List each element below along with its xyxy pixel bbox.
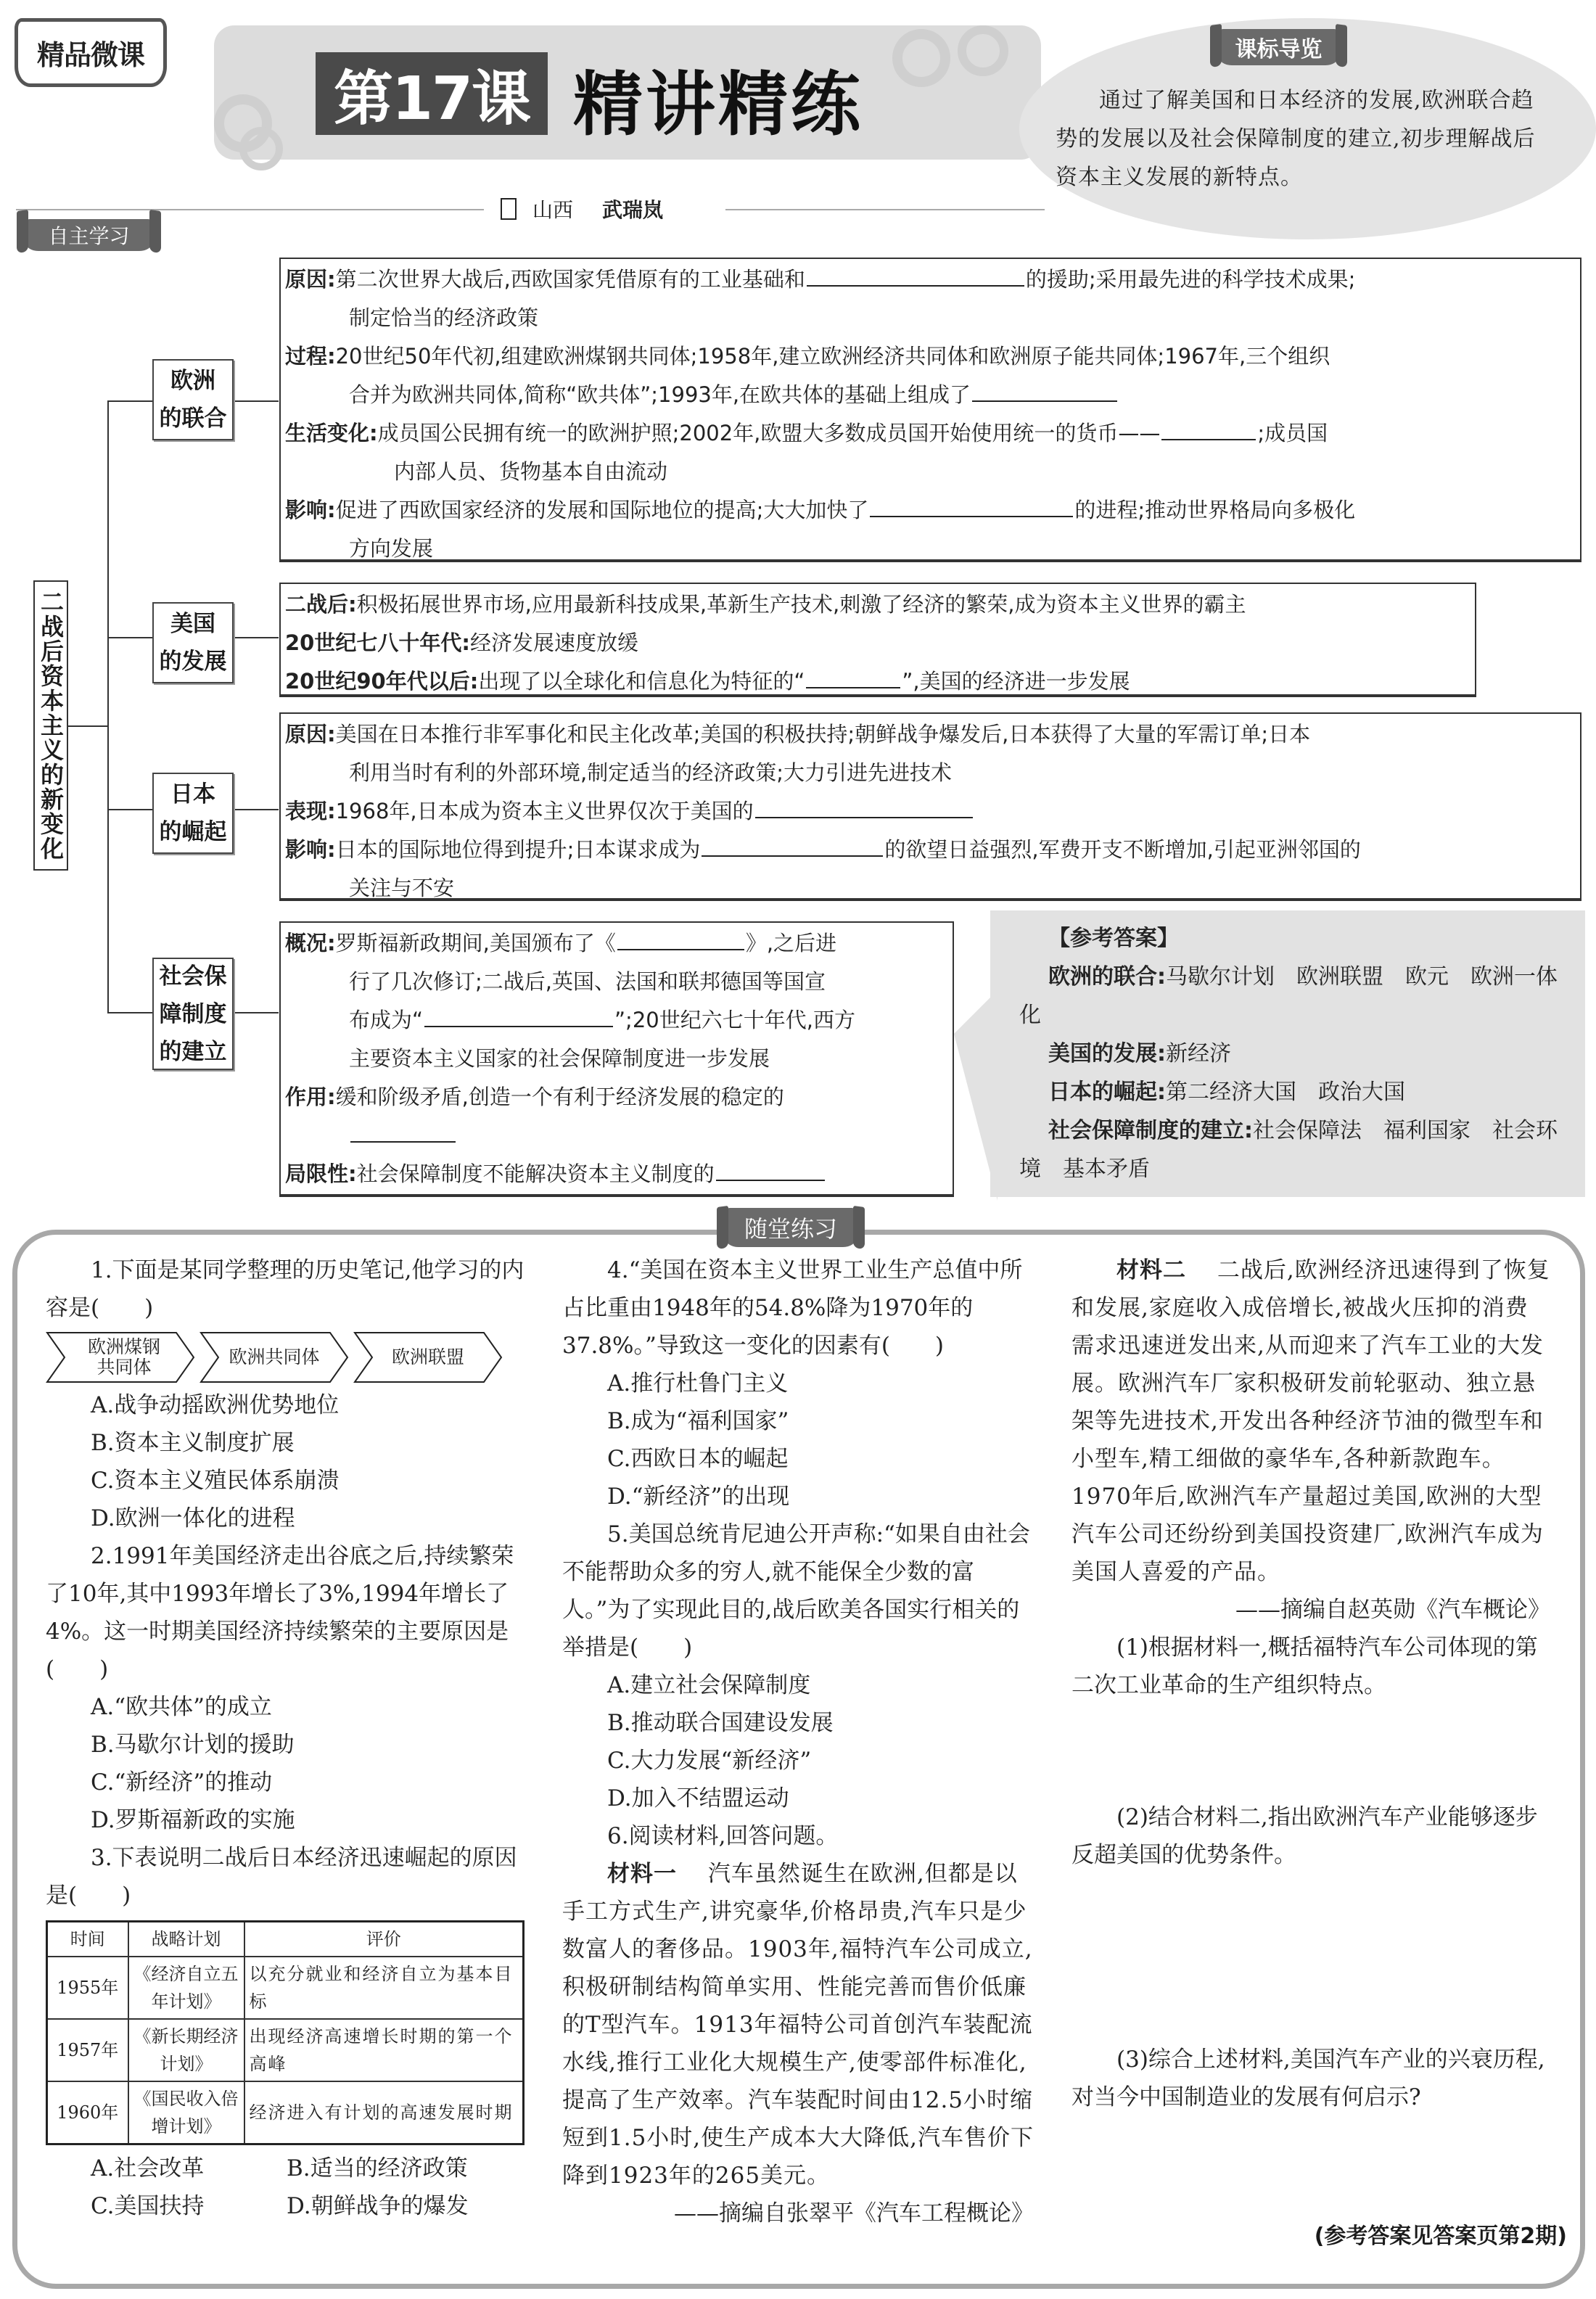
answer-reference-note: (参考答案见答案页第2期)	[1314, 2224, 1567, 2249]
q3-options	[46, 2150, 525, 2225]
row-label: 20世纪90年代以后:	[285, 669, 479, 694]
row-text: 出现了以全球化和信息化为特征的“	[478, 669, 805, 694]
divider-left	[16, 209, 484, 210]
row-text: 积极拓展世界市场,应用最新科技成果,革新生产技术,刺激了经济的繁荣,成为资本主义世界的霸主	[356, 592, 1246, 617]
connector-usa	[107, 637, 152, 638]
fill-blank[interactable]	[870, 495, 1073, 517]
q6-sub-question-1: (1)根据材料一,概括福特汽车公司体现的第二次工业革命的生产组织特点。	[1071, 1634, 1538, 1698]
answer-value: 第二经济大国 政治大国	[1166, 1079, 1405, 1105]
row-label: 二战后:	[285, 592, 357, 617]
europe-process	[285, 337, 1576, 376]
row-continuation: 行了几次修订;二战后,英国、法国和联邦德国等国宣	[349, 969, 826, 994]
fill-blank[interactable]	[972, 380, 1117, 402]
q4-option-b[interactable]: B.成为“福利国家”	[607, 1408, 789, 1434]
answer-label: 社会保障制度的建立:	[1048, 1118, 1253, 1143]
q1-stem: 1.下面是某同学整理的历史笔记,他学习的内容是( )	[46, 1257, 525, 1321]
row-continuation: 内部人员、货物基本自由流动	[394, 459, 668, 484]
row-text: 的进程;推动世界格局向多极化	[1074, 498, 1356, 522]
table-row	[47, 1957, 524, 2019]
flow-step-label: 欧洲共同体	[229, 1346, 320, 1368]
row-continuation: 关注与不安	[349, 876, 455, 900]
table-cell: 《国民收入倍增计划》	[128, 2081, 244, 2144]
material-label: 材料一	[607, 1861, 677, 1887]
row-continuation: 利用当时有利的外部环境,制定适当的经济政策;大力引进先进技术	[349, 760, 952, 785]
row-text: ”;20世纪六七十年代,西方	[614, 1008, 855, 1032]
branch-social-line1: 社会保	[159, 963, 227, 990]
answer-space[interactable]	[1071, 1704, 1550, 1798]
connector-europe	[107, 400, 152, 402]
square-icon	[501, 198, 517, 220]
answer-space[interactable]	[1071, 1874, 1550, 2041]
social-limitation	[285, 1155, 948, 1193]
q3-stem: 3.下表说明二战后日本经济迅速崛起的原因是( )	[46, 1845, 517, 1909]
row-text: 促进了西欧国家经济的发展和国际地位的提高;大大加快了	[335, 498, 869, 522]
curriculum-guide-label: 课标导览	[1235, 37, 1323, 62]
table-cell: 1955年	[47, 1957, 128, 2019]
practice-ribbon	[725, 1208, 856, 1247]
branch-japan	[152, 773, 234, 854]
social-security-content-box	[279, 921, 954, 1197]
table-row	[47, 2019, 524, 2081]
page-title: 精讲精练	[573, 64, 863, 145]
q2-option-c[interactable]: C.“新经济”的推动	[91, 1769, 273, 1796]
table-cell: 1957年	[47, 2019, 128, 2081]
cloud-ornament-right-2	[958, 25, 1008, 76]
branch-japan-line1: 日本	[170, 781, 215, 807]
q5-option-b[interactable]: B.推动联合国建设发展	[607, 1710, 834, 1736]
byline-region: 山西	[532, 198, 574, 222]
usa-1990s	[285, 662, 1470, 701]
q4-option-d[interactable]: D.“新经济”的出现	[607, 1484, 790, 1510]
row-label: 过程:	[285, 344, 336, 369]
divider-right	[725, 209, 1045, 210]
flow-step	[46, 1331, 195, 1383]
row-text: 1968年,日本成为资本主义世界仅次于美国的	[335, 799, 754, 823]
column-header: 战略计划	[128, 1922, 244, 1957]
flow-step	[200, 1331, 349, 1383]
table-cell: 《经济自立五年计划》	[128, 1957, 244, 2019]
table-cell: 《新长期经济计划》	[128, 2019, 244, 2081]
practice-label: 随堂练习	[744, 1215, 837, 1243]
q3-option-a[interactable]: A.社会改革	[91, 2155, 205, 2181]
material-text: 二战后,欧洲经济迅速得到了恢复和发展,家庭收入成倍增长,被战火压抑的消费需求迅速迸发出来,从而迎来了汽车工业的大发展。欧洲汽车厂家积极研发前轮驱动、独立悬架等先进技术,开发出各种经济节油的微型车和小型车,精工细做的豪华车,各种新款跑车。1970年后,欧洲汽车产量超过美国,欧洲的大型汽车公司还纷纷到美国投资建厂,欧洲汽车成为美国人喜爱的产品。	[1071, 1257, 1550, 1585]
byline-author: 武瑞岚	[602, 198, 664, 222]
answer-label: 美国的发展:	[1048, 1041, 1166, 1066]
branch-social-line3: 的建立	[159, 1038, 227, 1065]
cloud-ornament-left-2	[239, 127, 283, 170]
flow-step-label: 欧洲联盟	[391, 1346, 464, 1368]
lesson-number-badge: 第17课	[316, 52, 548, 135]
row-continuation: 主要资本主义国家的社会保障制度进一步发展	[349, 1046, 770, 1071]
usa-content-box	[279, 583, 1476, 697]
connector-social-box	[234, 1012, 279, 1013]
answer-item	[1019, 958, 1563, 1035]
row-continuation: 制定恰当的经济政策	[349, 305, 539, 330]
q6-material-2-source: ——摘编自赵英勋《汽车概论》	[1235, 1597, 1550, 1623]
row-label: 表现:	[285, 799, 336, 823]
row-text: 的欲望日益强烈,军费开支不断增加,引起亚洲邻国的	[884, 837, 1361, 862]
fill-blank[interactable]	[617, 929, 744, 950]
row-text: 经济发展速度放缓	[469, 630, 638, 655]
column-header: 评价	[244, 1922, 524, 1957]
europe-life-change	[285, 414, 1576, 453]
q6-sub-question-3: (3)综合上述材料,美国汽车产业的兴衰历程,对当今中国制造业的发展有何启示?	[1071, 2047, 1545, 2110]
row-label: 影响:	[285, 498, 336, 522]
practice-column-1	[46, 1251, 525, 2225]
row-label: 原因:	[285, 267, 336, 292]
japan-content-box	[279, 712, 1581, 901]
answer-value: 马歇尔计划 欧洲联盟 欧元 欧洲一体化	[1019, 964, 1558, 1028]
table-cell: 以充分就业和经济自立为基本目标	[244, 1957, 524, 2019]
row-text: 成员国公民拥有统一的欧洲护照;2002年,欧盟大多数成员国开始使用统一的货币——	[377, 421, 1161, 445]
q5-stem: 5.美国总统肯尼迪公开声称:“如果自由社会不能帮助众多的穷人,就不能保全少数的富人。”为了实现此目的,战后欧美各国实行相关的举措是( )	[562, 1521, 1030, 1661]
q4-option-c[interactable]: C.西欧日本的崛起	[607, 1446, 789, 1472]
table-cell: 经济进入有计划的高速发展时期	[244, 2081, 524, 2144]
q6-material-1	[562, 1855, 1034, 2195]
q3-option-b[interactable]: B.适当的经济政策	[287, 2155, 468, 2181]
q3-table	[46, 1920, 525, 2145]
connector-usa-box	[234, 637, 279, 638]
mindmap-root	[33, 580, 68, 871]
material-label: 材料二	[1116, 1257, 1186, 1283]
row-text: 缓和阶级矛盾,创造一个有利于经济发展的稳定的	[335, 1085, 784, 1109]
branch-usa-line1: 美国	[170, 611, 215, 637]
q6-sub-question-2: (2)结合材料二,指出欧洲汽车产业能够逐步反超美国的优势条件。	[1071, 1804, 1538, 1868]
callout-pointer	[954, 990, 998, 1201]
row-text: 》,之后进	[745, 931, 837, 955]
q5-option-d[interactable]: D.加入不结盟运动	[607, 1785, 789, 1811]
q6-material-2	[1071, 1251, 1550, 1591]
row-text: 20世纪50年代初,组建欧洲煤钢共同体;1958年,建立欧洲经济共同体和欧洲原子能共同体;1967年,三个组织	[335, 344, 1330, 369]
q3-option-c[interactable]: C.美国扶持	[91, 2193, 205, 2219]
material-text: 汽车虽然诞生在欧洲,但都是以手工方式生产,讲究豪华,价格昂贵,汽车只是少数富人的奢侈品。1903年,福特汽车公司成立,积极研制结构简单实用、性能完善而售价低廉的T型汽车。1913年福特公司首创汽车装配流水线,推行工业化大规模生产,使零部件标准化,提高了生产效率。汽车装配时间由12.5小时缩短到1.5小时,使生产成本大大降低,汽车售价下降到1923年的265美元。	[562, 1861, 1034, 2189]
byline	[501, 194, 663, 223]
row-label: 生活变化:	[285, 421, 378, 445]
fill-blank[interactable]	[716, 1159, 825, 1181]
row-label: 原因:	[285, 722, 336, 747]
branch-europe-line1: 欧洲	[170, 368, 215, 394]
fill-blank[interactable]	[702, 835, 883, 857]
q2-option-b[interactable]: B.马歇尔计划的援助	[91, 1732, 295, 1758]
curriculum-guide-ribbon	[1219, 29, 1338, 65]
connector-japan-box	[234, 809, 279, 810]
row-text: 罗斯福新政期间,美国颁布了《	[335, 931, 616, 955]
europe-content-box	[279, 258, 1581, 562]
q5-option-c[interactable]: C.大力发展“新经济”	[607, 1748, 812, 1774]
row-label: 20世纪七八十年代:	[285, 630, 470, 655]
q1-option-c[interactable]: C.资本主义殖民体系崩溃	[91, 1468, 340, 1494]
row-text: ”,美国的经济进一步发展	[902, 669, 1130, 694]
table-row	[47, 2081, 524, 2144]
branch-social-security	[152, 958, 234, 1070]
branch-social-line2: 障制度	[159, 1000, 227, 1027]
row-text: 社会保障制度不能解决资本主义制度的	[356, 1161, 715, 1186]
q1-option-d[interactable]: D.欧洲一体化的进程	[91, 1505, 295, 1531]
q6-material-1-source: ——摘编自张翠平《汽车工程概论》	[674, 2200, 1034, 2226]
answer-item	[1019, 1073, 1563, 1111]
answer-label: 欧洲的联合:	[1048, 964, 1166, 990]
social-role-cont	[285, 1116, 948, 1155]
europe-process-cont	[285, 376, 1576, 414]
fill-blank[interactable]	[806, 667, 900, 688]
self-study-label: 自主学习	[48, 224, 130, 248]
practice-column-2	[562, 1251, 1034, 2232]
answer-item	[1019, 1035, 1563, 1073]
fill-blank[interactable]	[350, 1121, 456, 1143]
social-role	[285, 1078, 948, 1116]
curriculum-guide-text: 通过了解美国和日本经济的发展,欧洲联合趋势的发展以及社会保障制度的建立,初步理解战后资本主义发展的新特点。	[1056, 88, 1536, 190]
row-label: 作用:	[285, 1085, 336, 1109]
japan-impact	[285, 831, 1576, 869]
reference-answers-panel	[990, 910, 1585, 1197]
branch-europe	[152, 359, 234, 440]
row-text: ;成员国	[1257, 421, 1328, 445]
trunk-line	[107, 400, 109, 1013]
fill-blank[interactable]	[1161, 419, 1256, 440]
branch-usa	[152, 602, 234, 683]
q2-option-a[interactable]: A.“欧共体”的成立	[91, 1694, 272, 1720]
q4-stem: 4.“美国在资本主义世界工业生产总值中所占比重由1948年的54.8%降为1970年的37.8%。”导致这一变化的因素有( )	[562, 1257, 1023, 1359]
row-text: 第二次世界大战后,西欧国家凭借原有的工业基础和	[335, 267, 805, 292]
row-continuation: 合并为欧洲共同体,简称“欧共体”;1993年,在欧共体的基础上组成了	[349, 382, 971, 407]
usa-postwar	[285, 585, 1470, 624]
branch-europe-line2: 的联合	[159, 406, 227, 432]
fill-blank[interactable]	[755, 797, 973, 818]
japan-performance	[285, 792, 1576, 831]
europe-cause	[285, 260, 1576, 299]
row-label: 局限性:	[285, 1161, 357, 1186]
branch-usa-line2: 的发展	[159, 649, 227, 675]
row-continuation: 方向发展	[349, 536, 434, 561]
q6-stem: 6.阅读材料,回答问题。	[607, 1823, 839, 1849]
answer-value: 新经济	[1166, 1041, 1231, 1066]
q1-option-a[interactable]: A.战争动摇欧洲优势地位	[91, 1392, 340, 1418]
japan-cause	[285, 715, 1576, 754]
q2-stem: 2.1991年美国经济走出谷底之后,持续繁荣了10年,其中1993年增长了3%,1994年增长了4%。这一时期美国经济持续繁荣的主要原因是( )	[46, 1543, 514, 1682]
answer-label: 日本的崛起:	[1048, 1079, 1166, 1105]
table-cell: 出现经济高速增长时期的第一个高峰	[244, 2019, 524, 2081]
flow-step-label: 欧洲煤钢共同体	[87, 1336, 160, 1378]
q3-option-d[interactable]: D.朝鲜战争的爆发	[287, 2193, 469, 2219]
column-header: 时间	[47, 1922, 128, 1957]
social-overview	[285, 924, 948, 963]
connector-social	[107, 1012, 152, 1013]
q1-flow-diagram	[46, 1331, 525, 1383]
table-header-row	[47, 1922, 524, 1957]
flow-step	[353, 1331, 503, 1383]
row-text: 的援助;采用最先进的科学技术成果;	[1025, 267, 1356, 292]
mindmap-root-label: 二战后资本主义的新变化	[37, 590, 65, 861]
fill-blank[interactable]	[807, 265, 1024, 287]
practice-column-3	[1071, 1251, 1550, 2116]
connector-europe-box	[234, 400, 279, 402]
row-text: 美国在日本推行非军事化和民主化改革;美国的积极扶持;朝鲜战争爆发后,日本获得了大量的军需订单;日本	[335, 722, 1311, 747]
q4-option-a[interactable]: A.推行杜鲁门主义	[607, 1370, 789, 1397]
table-cell: 1960年	[47, 2081, 128, 2144]
q1-option-b[interactable]: B.资本主义制度扩展	[91, 1430, 295, 1456]
row-label: 影响:	[285, 837, 336, 862]
self-study-ribbon	[25, 219, 152, 251]
row-text: 布成为“	[349, 1008, 424, 1032]
branch-japan-line2: 的崛起	[159, 819, 227, 845]
fill-blank[interactable]	[424, 1005, 613, 1027]
answers-title: 【参考答案】	[1048, 926, 1179, 951]
q5-option-a[interactable]: A.建立社会保障制度	[607, 1672, 811, 1698]
row-label: 概况:	[285, 931, 336, 955]
europe-impact	[285, 491, 1576, 530]
cloud-ornament-right	[892, 29, 950, 87]
q2-option-d[interactable]: D.罗斯福新政的实施	[91, 1807, 295, 1833]
brand-logo	[15, 18, 167, 87]
row-text: 日本的国际地位得到提升;日本谋求成为	[335, 837, 701, 862]
answer-item	[1019, 1111, 1563, 1188]
connector-japan	[107, 809, 152, 810]
usa-1970s	[285, 624, 1470, 662]
answer-value: 社会保障法 福利国家 社会环境 基本矛盾	[1019, 1118, 1558, 1182]
root-connector	[68, 725, 109, 727]
brand-text: 精品微课	[36, 39, 144, 71]
social-overview-l3	[285, 1001, 948, 1040]
